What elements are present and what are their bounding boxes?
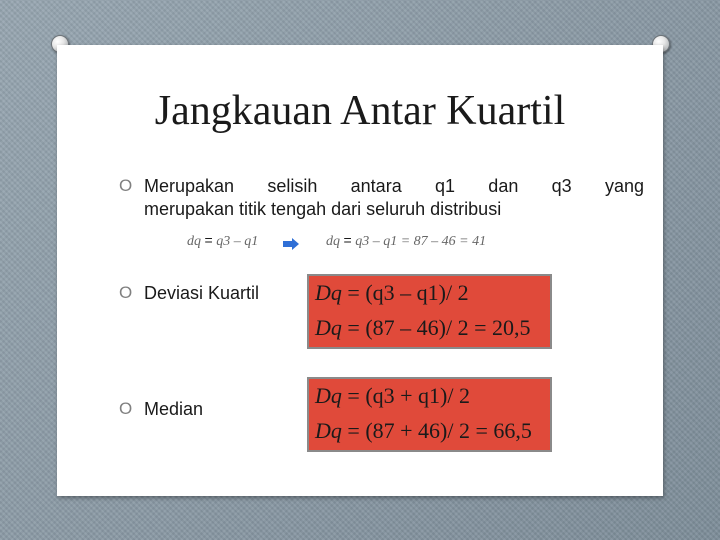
formula-line xyxy=(315,383,470,409)
formula-lhs: dq xyxy=(326,234,340,249)
formula-line xyxy=(315,315,530,341)
bullet-marker: O xyxy=(119,399,133,418)
formula-equals: = xyxy=(347,418,360,443)
formula-body: (87 – 46)/ 2 = 20,5 xyxy=(365,315,531,340)
bullet-marker: O xyxy=(119,283,133,302)
formula-dq-calculation xyxy=(326,232,486,250)
formula-lhs: dq xyxy=(187,234,201,249)
bullet-text-line: merupakan titik tengah dari seluruh distribusi xyxy=(144,199,502,219)
formula-line xyxy=(315,418,532,444)
median-formula-box xyxy=(307,377,552,452)
formula-dq-definition xyxy=(187,232,258,250)
formula-body: (q3 + q1)/ 2 xyxy=(365,383,470,408)
slide-title: Jangkauan Antar Kuartil xyxy=(154,88,566,134)
slide xyxy=(57,45,663,496)
bullet-text-median: Median xyxy=(144,399,204,419)
formula-equals: = xyxy=(347,280,360,305)
formula-rhs: q3 – q1 = 87 – 46 = 41 xyxy=(355,234,487,249)
formula-body: (87 + 46)/ 2 = 66,5 xyxy=(365,418,532,443)
formula-equals: = xyxy=(204,232,213,248)
formula-body: (q3 – q1)/ 2 xyxy=(365,280,469,305)
formula-line xyxy=(315,280,469,306)
formula-lhs: Dq xyxy=(315,315,342,340)
formula-equals: = xyxy=(347,315,360,340)
formula-rhs: q3 – q1 xyxy=(216,234,259,249)
bullet-marker: O xyxy=(119,176,133,195)
formula-lhs: Dq xyxy=(315,418,342,443)
formula-equals: = xyxy=(343,232,352,248)
formula-lhs: Dq xyxy=(315,280,342,305)
bullet-text-line: Merupakan selisih antara q1 dan q3 yang xyxy=(144,176,644,196)
deviasi-formula-box xyxy=(307,274,552,349)
formula-equals: = xyxy=(347,383,360,408)
formula-lhs: Dq xyxy=(315,383,342,408)
bullet-text-deviasi: Deviasi Kuartil xyxy=(144,283,260,303)
right-arrow-icon xyxy=(283,238,299,250)
